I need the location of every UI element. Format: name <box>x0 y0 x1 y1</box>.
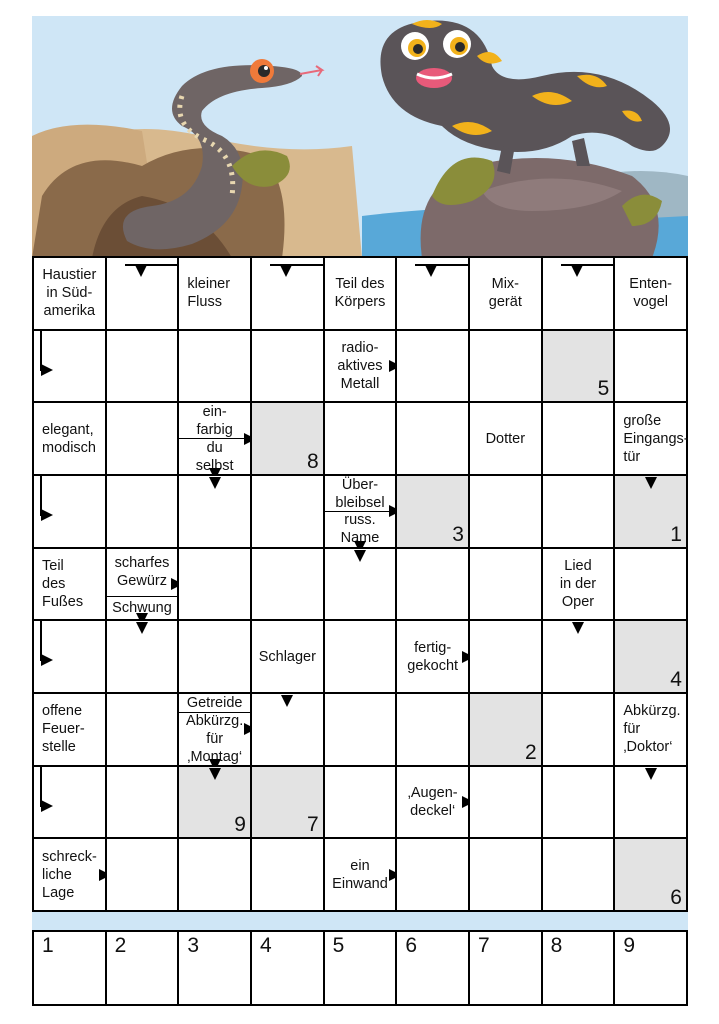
solution-cell[interactable] <box>470 694 541 765</box>
clue-cell <box>397 767 468 838</box>
clue-cell <box>397 621 468 692</box>
bent-right-arrow-icon <box>41 800 53 812</box>
clue-cell <box>615 694 686 765</box>
clue-text: schreck- liche Lage <box>42 848 97 901</box>
answer-cell[interactable] <box>179 331 250 402</box>
clue-cell <box>325 331 396 402</box>
solution-cell[interactable] <box>252 403 323 474</box>
bent-down-arrow-icon <box>280 265 292 277</box>
clue-text: ‚Augen- deckel‘ <box>407 784 458 819</box>
answer-cell[interactable] <box>179 839 250 910</box>
answer-cell[interactable] <box>543 767 614 838</box>
answer-cell[interactable] <box>252 331 323 402</box>
solution-box[interactable] <box>107 932 178 1004</box>
answer-cell[interactable] <box>107 476 178 547</box>
clue-text-bottom: du selbst <box>179 438 250 474</box>
answer-cell[interactable] <box>470 839 541 910</box>
clue-text-top: ein- farbig <box>196 403 233 438</box>
clue-text: Schlager <box>258 648 316 665</box>
clue-text: Teil des Körpers <box>334 276 386 311</box>
answer-cell[interactable] <box>615 331 686 402</box>
answer-cell[interactable] <box>397 403 468 474</box>
answer-cell[interactable] <box>397 549 468 620</box>
solution-box-number: 9 <box>623 934 636 957</box>
solution-cell[interactable] <box>252 767 323 838</box>
divider-strip <box>32 912 688 930</box>
answer-cell[interactable] <box>325 694 396 765</box>
answer-cell[interactable] <box>397 694 468 765</box>
answer-cell[interactable] <box>107 621 178 692</box>
solution-cell-number: 2 <box>524 740 537 764</box>
clue-cell <box>325 839 396 910</box>
clue-cell <box>470 258 541 329</box>
solution-cell-number: 9 <box>234 813 246 837</box>
clue-cell <box>470 403 541 474</box>
arrow-stem <box>561 264 614 266</box>
clue-cell <box>34 258 105 329</box>
solution-box[interactable] <box>397 932 468 1004</box>
clue-cell <box>252 621 323 692</box>
solution-box[interactable] <box>470 932 541 1004</box>
clue-cell <box>615 258 686 329</box>
answer-cell[interactable] <box>543 403 614 474</box>
solution-cell[interactable] <box>179 767 250 838</box>
answer-cell[interactable] <box>470 621 541 692</box>
answer-cell[interactable] <box>252 839 323 910</box>
solution-box[interactable] <box>615 932 686 1004</box>
answer-cell[interactable] <box>470 767 541 838</box>
down-arrow-icon <box>354 550 366 562</box>
clue-text: Enten- vogel <box>629 276 673 311</box>
solution-cell[interactable] <box>397 476 468 547</box>
down-arrow-icon <box>645 477 657 489</box>
solution-box-number: 8 <box>550 934 563 957</box>
clue-text: radio- aktives Metall <box>337 339 383 392</box>
clue-text: Lied in der Oper <box>559 557 597 610</box>
clue-text: fertig- gekocht <box>407 639 459 674</box>
solution-box[interactable] <box>34 932 105 1004</box>
solution-box[interactable] <box>252 932 323 1004</box>
solution-cell-number: 6 <box>670 885 682 909</box>
answer-cell[interactable] <box>34 476 105 547</box>
down-arrow-icon <box>645 768 657 780</box>
clue-text-bottom: Schwung <box>107 596 178 620</box>
solution-box-number: 2 <box>114 934 127 957</box>
solution-box-number: 4 <box>260 934 272 957</box>
clue-text: elegant, modisch <box>42 421 96 456</box>
answer-cell[interactable] <box>543 476 614 547</box>
clue-text: Teil des Fußes <box>42 557 84 610</box>
clue-cell <box>34 839 105 910</box>
answer-cell[interactable] <box>325 549 396 620</box>
answer-cell[interactable] <box>107 403 178 474</box>
answer-cell[interactable] <box>470 331 541 402</box>
answer-cell[interactable] <box>543 258 614 329</box>
solution-cell-number: 1 <box>670 522 682 546</box>
clue-cell <box>615 403 689 474</box>
bent-right-arrow-icon <box>41 509 53 521</box>
illustration-snake-and-salamander <box>32 16 688 258</box>
answer-cell[interactable] <box>252 549 323 620</box>
bent-right-arrow-icon <box>41 654 53 666</box>
bent-right-arrow-icon <box>41 364 53 376</box>
answer-cell[interactable] <box>34 331 105 402</box>
solution-cell-number: 7 <box>306 813 319 837</box>
clue-cell <box>34 694 105 765</box>
solution-cell[interactable] <box>615 839 686 910</box>
clue-text: Mix- gerät <box>488 276 522 311</box>
answer-cell[interactable] <box>179 621 250 692</box>
answer-cell[interactable] <box>252 258 323 329</box>
solution-box-number: 5 <box>332 934 345 957</box>
clue-text: Dotter <box>485 430 526 447</box>
clue-text: ein Einwand <box>332 857 388 892</box>
clue-cell <box>34 403 105 474</box>
clue-cell <box>107 549 178 620</box>
solution-cell-number: 3 <box>452 522 464 546</box>
answer-cell[interactable] <box>397 839 468 910</box>
answer-cell[interactable] <box>252 694 323 765</box>
clue-cell <box>34 549 105 620</box>
solution-cell[interactable] <box>543 331 614 402</box>
answer-cell[interactable] <box>325 621 396 692</box>
solution-cell[interactable] <box>615 621 686 692</box>
clue-cell <box>179 403 250 474</box>
solution-box[interactable] <box>179 932 250 1004</box>
solution-box-number: 3 <box>187 934 200 957</box>
clue-text: offene Feuer- stelle <box>42 703 85 756</box>
clue-cell <box>179 694 250 765</box>
clue-text: Haustier in Süd- amerika <box>42 267 97 320</box>
bent-down-arrow-icon <box>571 265 583 277</box>
solution-box-number: 7 <box>478 934 490 957</box>
clue-text: Abkürzg. für ‚Doktor‘ <box>623 703 681 756</box>
answer-cell[interactable] <box>107 258 178 329</box>
answer-cell[interactable] <box>107 331 178 402</box>
answer-cell[interactable] <box>397 331 468 402</box>
solution-row <box>32 930 688 1006</box>
solution-cell[interactable] <box>615 476 686 547</box>
clue-cell <box>543 549 614 620</box>
down-arrow-icon <box>281 695 293 707</box>
answer-cell[interactable] <box>325 403 396 474</box>
clue-text: kleiner Fluss <box>187 276 231 311</box>
answer-cell[interactable] <box>107 694 178 765</box>
answer-cell[interactable] <box>252 476 323 547</box>
answer-cell[interactable] <box>34 621 105 692</box>
solution-cell-number: 5 <box>597 377 610 401</box>
solution-cell-number: 8 <box>306 449 319 473</box>
solution-cell-number: 4 <box>670 667 682 691</box>
answer-cell[interactable] <box>179 476 250 547</box>
answer-cell[interactable] <box>34 767 105 838</box>
clue-cell <box>179 258 250 329</box>
answer-cell[interactable] <box>470 549 541 620</box>
answer-cell[interactable] <box>543 694 614 765</box>
crossword-grid <box>32 256 688 912</box>
arrow-stem <box>125 264 178 266</box>
solution-box-number: 6 <box>405 934 418 957</box>
down-arrow-icon <box>572 622 584 634</box>
down-arrow-icon <box>136 622 148 634</box>
clue-cell <box>325 476 396 547</box>
clue-text-top: Getreide <box>186 695 243 711</box>
answer-cell[interactable] <box>543 621 614 692</box>
down-arrow-icon <box>209 768 221 780</box>
clue-text: große Eingangs- tür <box>623 412 689 465</box>
answer-cell[interactable] <box>543 839 614 910</box>
answer-cell[interactable] <box>107 767 178 838</box>
solution-box[interactable] <box>325 932 396 1004</box>
bent-down-arrow-icon <box>135 265 147 277</box>
answer-cell[interactable] <box>615 549 686 620</box>
bent-down-arrow-icon <box>425 265 437 277</box>
solution-box[interactable] <box>543 932 614 1004</box>
answer-cell[interactable] <box>107 839 178 910</box>
answer-cell[interactable] <box>179 549 250 620</box>
answer-cell[interactable] <box>397 258 468 329</box>
solution-box-number: 1 <box>42 934 54 957</box>
answer-cell[interactable] <box>470 476 541 547</box>
clue-text-top: scharfes Gewürz <box>114 555 170 590</box>
answer-cell[interactable] <box>325 767 396 838</box>
clue-cell <box>325 258 396 329</box>
answer-cell[interactable] <box>615 767 686 838</box>
arrow-stem <box>415 264 468 266</box>
clue-text-bottom: Abkürzg. für ‚Montag‘ <box>179 712 250 765</box>
arrow-stem <box>270 264 323 266</box>
down-arrow-icon <box>209 477 221 489</box>
clue-text-top: Über- bleibsel <box>335 476 385 511</box>
clue-text-bottom: russ. Name <box>325 511 396 547</box>
